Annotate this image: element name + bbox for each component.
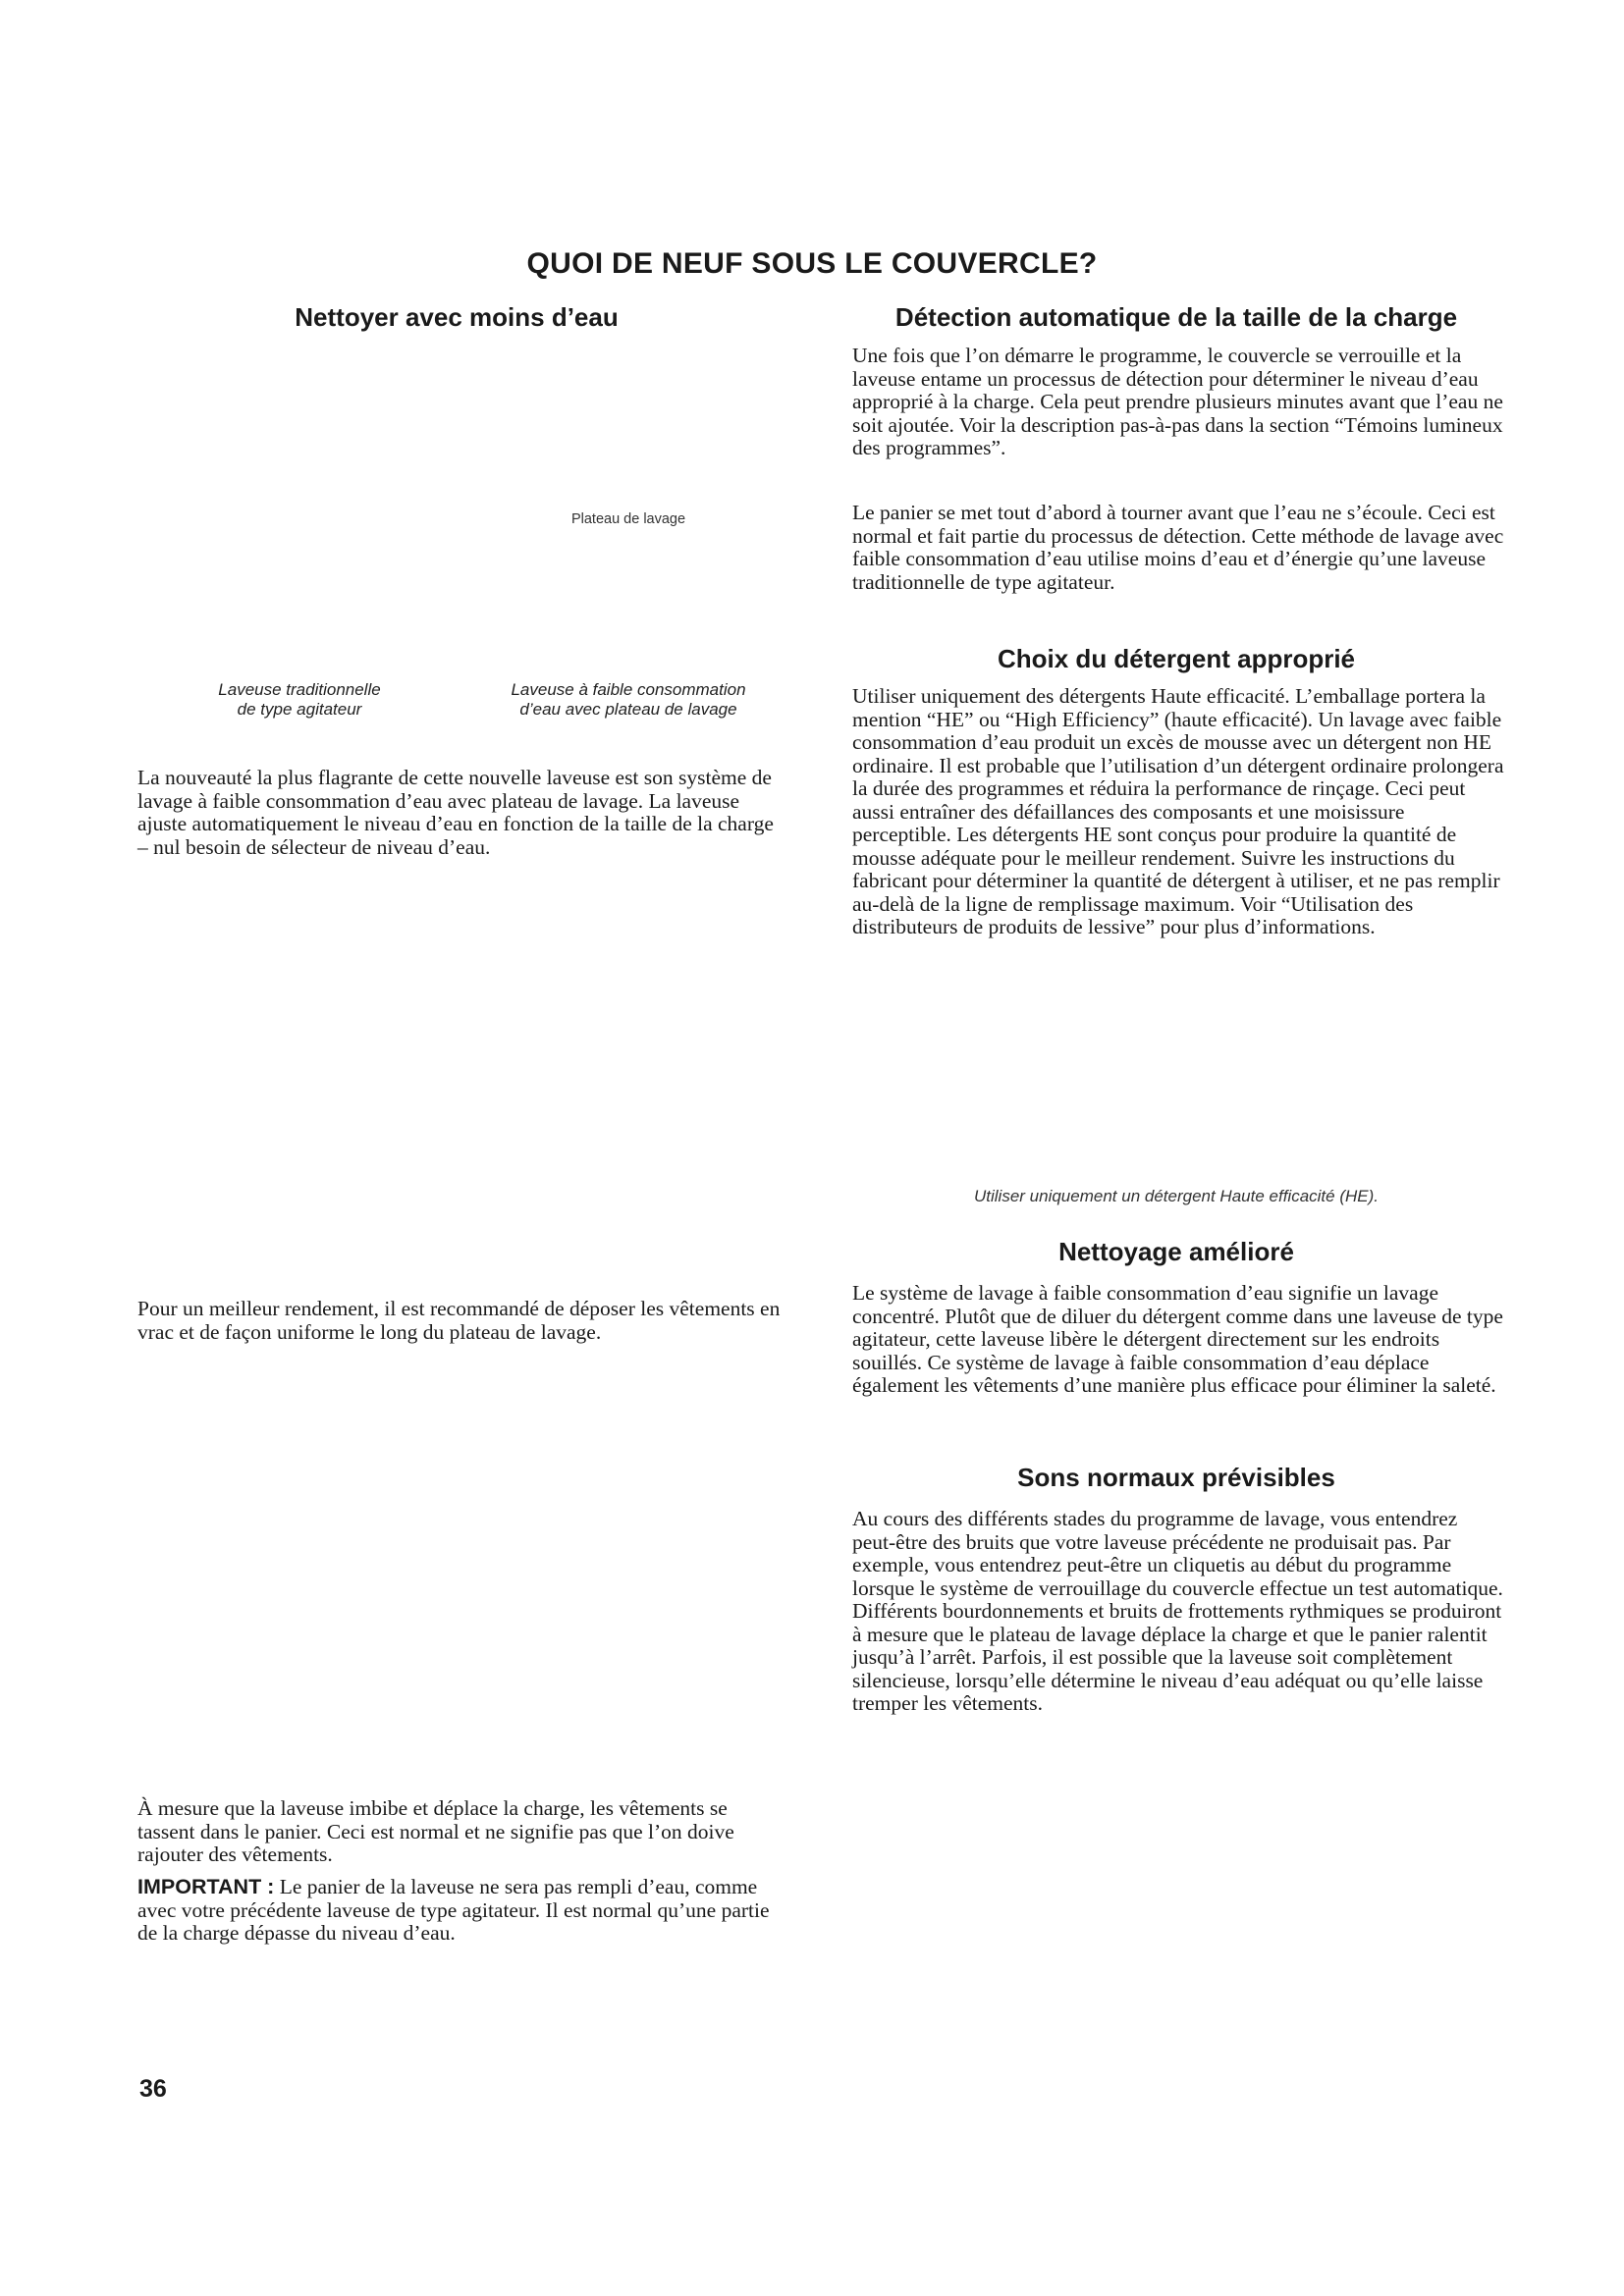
paragraph-loading-tip: Pour un meilleur rendement, il est recommandé de déposer les vêtements en vrac et de façon uniforme le long du plateau de lavage. xyxy=(137,1297,781,1344)
paragraph-basket-rotation: Le panier se met tout d’abord à tourner avant que l’eau ne s’écoule. Ceci est normal et fait partie du processus de détection. Cette méthode de lavage avec faible consommation d’eau utilise moins d’eau et d’énergie qu’une laveuse traditionnelle de type agitateur. xyxy=(852,501,1504,594)
paragraph-concentrated-wash: Le système de lavage à faible consommation d’eau signifie un lavage concentré. Plutôt que de diluer du détergent comme dans une laveuse de type agitateur, cette laveuse libère le détergent directement sur les endroits souillés. Ce système de lavage à faible consommation d’eau déplace également les vêtements d’une manière plus efficace pour éliminer la saleté. xyxy=(852,1281,1503,1397)
paragraph-load-settling: À mesure que la laveuse imbibe et déplace la charge, les vêtements se tassent dans le panier. Ceci est normal et ne signifie pas que l’on doive rajouter des vêtements. xyxy=(137,1796,734,1866)
caption-he-line2: d’eau avec plateau de lavage xyxy=(519,700,737,719)
paragraph-detection-process: Une fois que l’on démarre le programme, le couvercle se verrouille et la laveuse entame un processus de détection pour déterminer le niveau d’eau approprié à la charge. Cela peut prendre plusieurs minutes avant que l’eau ne soit ajoutée. Voir la description pas-à-pas dans la section “Témoins lumineux des programmes”. xyxy=(852,344,1503,459)
caption-traditional-washer xyxy=(157,680,442,720)
figure-label-wash-plate: Plateau de lavage xyxy=(570,511,686,527)
caption-he-washer xyxy=(461,680,795,720)
page-number: 36 xyxy=(139,2075,167,2103)
caption-traditional-line1: Laveuse traditionnelle xyxy=(218,680,381,699)
heading-improved-cleaning: Nettoyage amélioré xyxy=(1058,1237,1294,1266)
heading-normal-sounds: Sons normaux prévisibles xyxy=(1017,1463,1335,1492)
important-label: IMPORTANT : xyxy=(137,1875,275,1898)
heading-load-detection: Détection automatique de la taille de la charge xyxy=(894,302,1458,332)
paragraph-normal-sounds: Au cours des différents stades du programme de lavage, vous entendrez peut-être des bruits que votre laveuse précédente ne produisait pas. Par exemple, vous entendrez peut-être un cliquetis au début du programme lorsque le système de verrouillage du couvercle effectue un test automatique. Différents bourdonnements et bruits de frottements rythmiques se produiront à mesure que le plateau de lavage déplace la charge et que le panier ralentit jusqu’à l’arrêt. Parfois, il est possible que la laveuse soit complètement silencieuse, lorsqu’elle détermine le niveau d’eau adéquat ou qu’elle laisse tremper les vêtements. xyxy=(852,1507,1503,1715)
caption-traditional-line2: de type agitateur xyxy=(237,700,362,719)
caption-he-line1: Laveuse à faible consommation xyxy=(511,680,746,699)
paragraph-important xyxy=(137,1876,781,1946)
paragraph-new-system: La nouveauté la plus flagrante de cette nouvelle laveuse est son système de lavage à faible consommation d’eau avec plateau de lavage. La laveuse ajuste automatiquement le niveau d’eau en fonction de la taille de la charge – nul besoin de sélecteur de niveau d’eau. xyxy=(137,766,774,859)
page-title: QUOI DE NEUF SOUS LE COUVERCLE? xyxy=(526,247,1098,280)
caption-he-detergent-only: Utiliser uniquement un détergent Haute efficacité (HE). xyxy=(974,1187,1379,1205)
heading-less-water: Nettoyer avec moins d’eau xyxy=(295,302,619,332)
important-text: Le panier de la laveuse ne sera pas rempli d’eau, comme avec votre précédente laveuse de type agitateur. Il est normal qu’une partie de la charge dépasse du niveau d’eau. xyxy=(137,1875,770,1945)
heading-detergent-choice: Choix du détergent approprié xyxy=(997,644,1356,673)
paragraph-he-detergent: Utiliser uniquement des détergents Haute efficacité. L’emballage portera la mention “HE” ou “High Efficiency” (haute efficacité). Un lavage avec faible consommation d’eau produit un excès de mousse avec un détergent non HE ordinaire. Il est probable que l’utilisation d’un détergent ordinaire prolongera la durée des programmes et réduira la performance de rinçage. Ceci peut aussi entraîner des défaillances des composants et une moisissure perceptible. Les détergents HE sont conçus pour produire la quantité de mousse adéquate pour le meilleur rendement. Suivre les instructions du fabricant pour déterminer la quantité de détergent à utiliser, et ne pas remplir au-delà de la ligne de remplissage maximum. Voir “Utilisation des distributeurs de produits de lessive” pour plus d’informations. xyxy=(852,684,1504,938)
